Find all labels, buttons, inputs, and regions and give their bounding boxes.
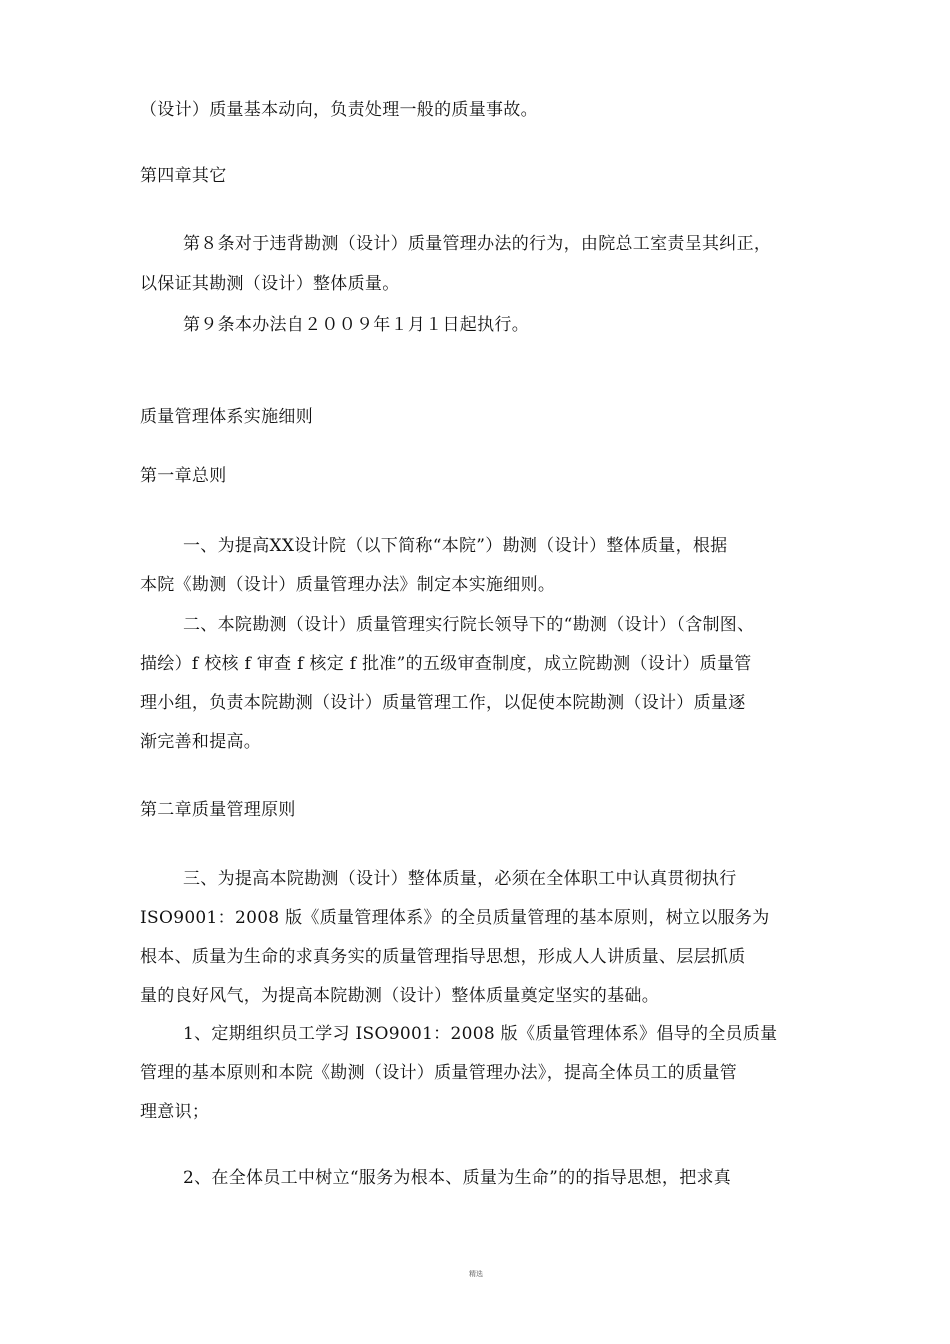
clause-3-line-1: 三、为提高本院勘测（设计）整体质量，必须在全体职工中认真贯彻执行	[183, 869, 737, 889]
page-footer: 精选	[469, 1270, 483, 1278]
item-1-line-2: 管理的基本原则和本院《勘测（设计）质量管理办法》，提高全体员工的质量管	[140, 1063, 737, 1083]
clause-3-line-2: ISO9001：2008 版《质量管理体系》的全员质量管理的基本原则，树立以服务为	[140, 908, 770, 928]
clause-2-line-1: 二、本院勘测（设计）质量管理实行院长领导下的“勘测（设计）（含制图、	[183, 615, 755, 635]
item-2-line-1: 2、在全体员工中树立“服务为根本、质量为生命”的的指导思想，把求真	[183, 1168, 732, 1188]
document-title: 质量管理体系实施细则	[140, 407, 313, 427]
article-8-line-2: 以保证其勘测（设计）整体质量。	[140, 274, 400, 294]
article-9: 第９条本办法自２００９年１月１日起执行。	[183, 315, 529, 335]
item-1-line-3: 理意识；	[140, 1102, 210, 1122]
clause-2-line-2: 描绘）f 校核 f 审查 f 核定 f 批准”的五级审查制度，成立院勘测（设计）质量管	[140, 654, 752, 674]
clause-3-line-3: 根本、质量为生命的求真务实的质量管理指导思想，形成人人讲质量、层层抓质	[140, 947, 746, 967]
chapter-heading-1: 第一章总则	[140, 466, 227, 486]
article-8-line-1: 第８条对于违背勘测（设计）质量管理办法的行为，由院总工室责呈其纠正，	[183, 234, 772, 254]
clause-1-line-1: 一、为提高XX设计院（以下简称“本院”）勘测（设计）整体质量，根据	[183, 536, 728, 556]
clause-3-line-4: 量的良好风气，为提高本院勘测（设计）整体质量奠定坚实的基础。	[140, 986, 659, 1006]
paragraph-line: （设计）质量基本动向，负责处理一般的质量事故。	[140, 100, 538, 120]
chapter-heading-2: 第二章质量管理原则	[140, 800, 296, 820]
clause-2-line-3: 理小组，负责本院勘测（设计）质量管理工作，以促使本院勘测（设计）质量逐	[140, 693, 746, 713]
clause-1-line-2: 本院《勘测（设计）质量管理办法》制定本实施细则。	[140, 575, 556, 595]
chapter-heading-4: 第四章其它	[140, 166, 227, 186]
clause-2-line-4: 渐完善和提高。	[140, 732, 262, 752]
item-1-line-1: 1、定期组织员工学习 ISO9001：2008 版《质量管理体系》倡导的全员质量	[183, 1024, 778, 1044]
